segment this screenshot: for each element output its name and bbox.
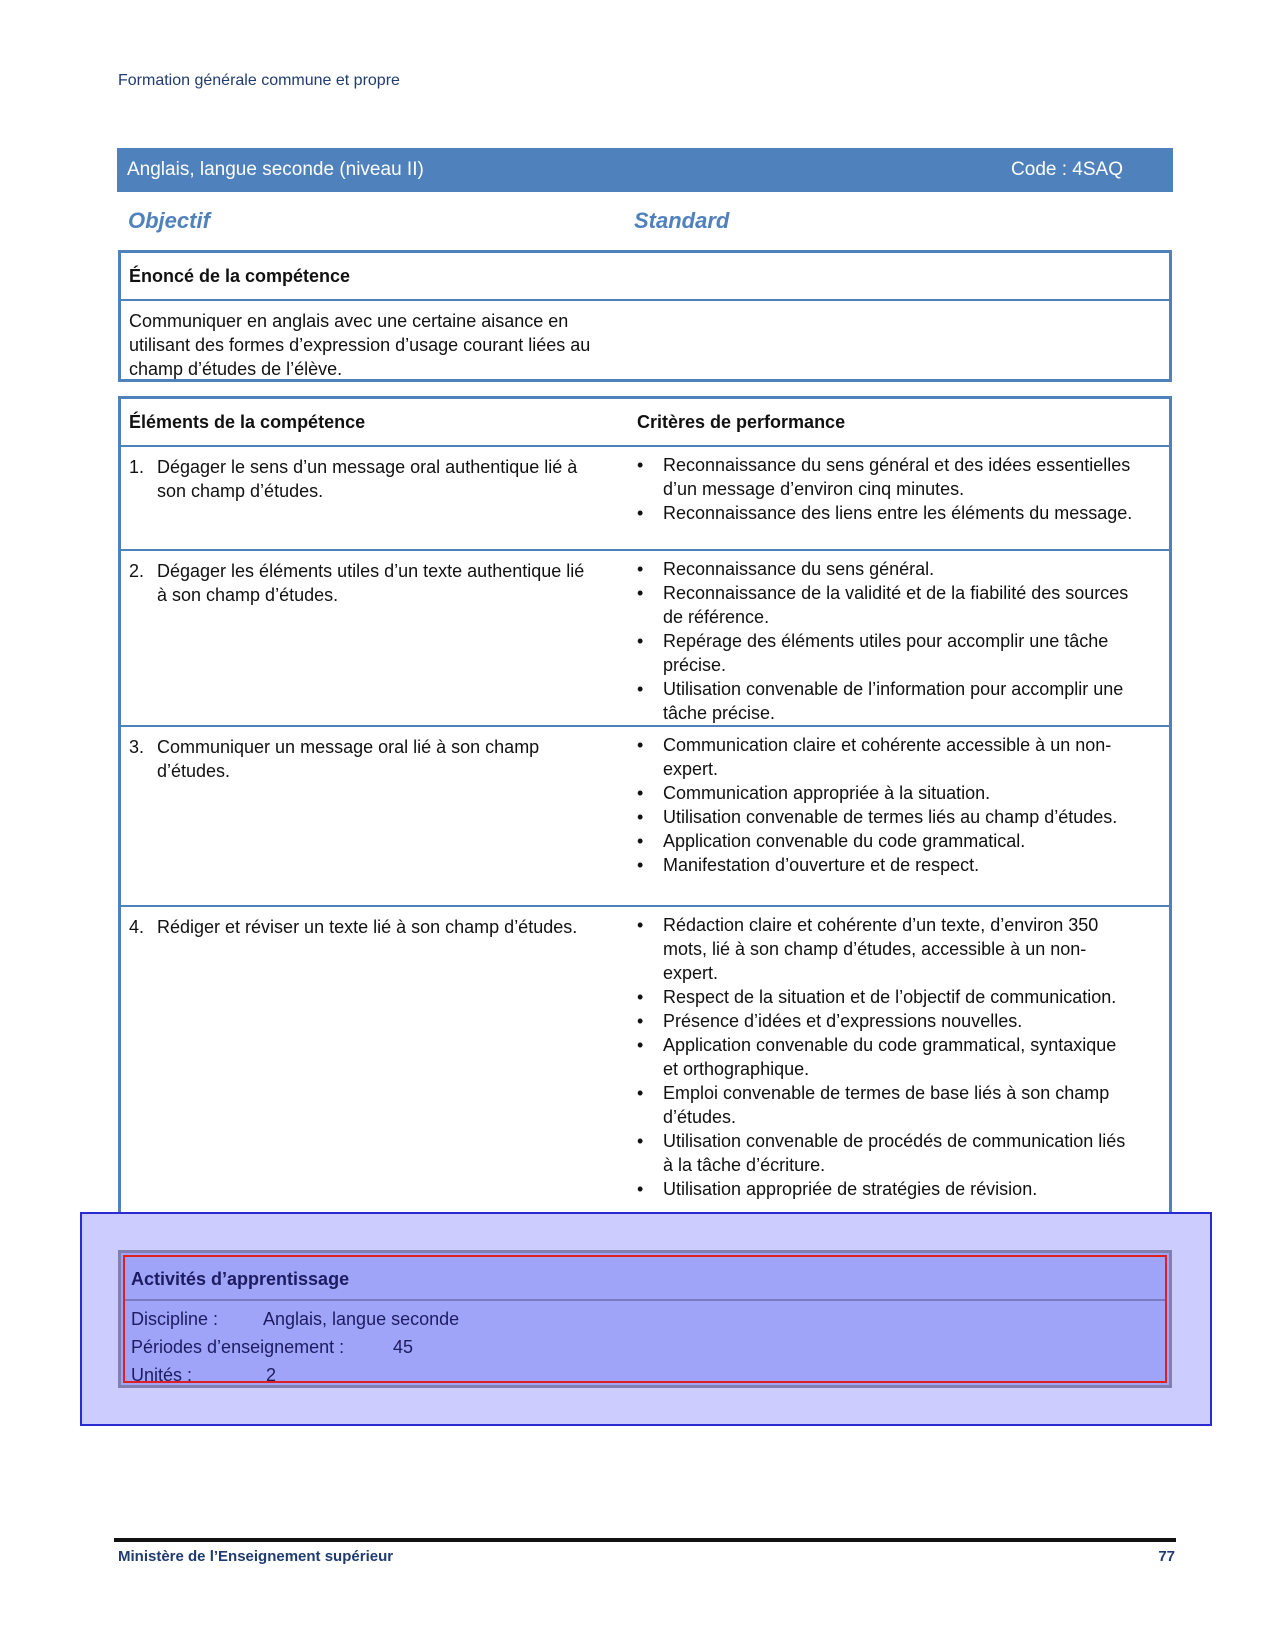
criterion: • Utilisation convenable de termes liés au champ d’études.: [635, 805, 1135, 829]
criterion: • Utilisation convenable de procédés de communication liés à la tâche d’écriture.: [635, 1129, 1135, 1177]
elements-header: [121, 399, 1169, 447]
periodes-label: Périodes d’enseignement :: [131, 1337, 345, 1357]
elements-table: [118, 396, 1172, 1226]
element-number: 4.: [129, 917, 145, 937]
criterion: • Application convenable du code grammatical.: [635, 829, 1135, 853]
element-text: Dégager les éléments utiles d’un texte authentique lié à son champ d’études.: [157, 561, 585, 605]
criterion: • Utilisation appropriée de stratégies de révision.: [635, 1177, 1135, 1201]
running-header: Formation générale commune et propre: [118, 72, 400, 89]
footer-rule: [114, 1538, 1176, 1542]
activites-heading: Activités d’apprentissage: [131, 1269, 350, 1289]
enonce-header: [121, 253, 1169, 301]
activites-box: [118, 1250, 1172, 1388]
criterion: • Utilisation convenable de l’information pour accomplir une tâche précise.: [635, 677, 1135, 725]
criterion: • Respect de la situation et de l’objectif de communication.: [635, 985, 1135, 1009]
element-1: [129, 455, 599, 503]
periodes-value: 45: [393, 1337, 414, 1357]
discipline-label: Discipline :: [131, 1309, 219, 1329]
criteria-list: [635, 913, 1135, 1201]
criteria-list: [635, 453, 1135, 525]
element-2: [129, 559, 599, 607]
criterion: • Communication claire et cohérente accessible à un non-expert.: [635, 733, 1135, 781]
table-row: [121, 551, 1169, 727]
enonce-box: [118, 250, 1172, 382]
unites-line: [131, 1365, 277, 1386]
unites-label: Unités :: [131, 1365, 193, 1385]
element-text: Rédiger et réviser un texte lié à son champ d’études.: [157, 917, 578, 937]
unites-value: 2: [266, 1365, 277, 1385]
element-4: [129, 915, 599, 939]
criterion: • Reconnaissance du sens général.: [635, 557, 1135, 581]
activites-divider: [125, 1299, 1165, 1301]
criterion: • Reconnaissance de la validité et de la fiabilité des sources de référence.: [635, 581, 1135, 629]
discipline-value: Anglais, langue seconde: [263, 1309, 460, 1329]
course-title: Anglais, langue seconde (niveau II): [127, 159, 424, 180]
course-title-bar: [117, 148, 1173, 192]
enonce-heading: Énoncé de la compétence: [129, 266, 351, 286]
course-code: Code : 4SAQ: [1011, 159, 1123, 180]
criterion: • Rédaction claire et cohérente d’un texte, d’environ 350 mots, lié à son champ d’études, accessible à un non-expert.: [635, 913, 1135, 985]
criterion: • Reconnaissance des liens entre les éléments du message.: [635, 501, 1135, 525]
elements-heading: Éléments de la compétence: [129, 412, 366, 432]
criteria-heading: Critères de performance: [637, 412, 846, 432]
enonce-text: Communiquer en anglais avec une certaine aisance en utilisant des formes d’expression d’usage courant liées au champ d’études de l’élève.: [129, 311, 591, 379]
criterion: • Présence d’idées et d’expressions nouvelles.: [635, 1009, 1135, 1033]
criteria-list: [635, 557, 1135, 725]
element-text: Dégager le sens d’un message oral authentique lié à son champ d’études.: [157, 457, 578, 501]
activites-inner: [123, 1255, 1167, 1383]
standard-heading: Standard: [634, 208, 730, 233]
element-number: 3.: [129, 737, 145, 757]
element-number: 1.: [129, 457, 145, 477]
criterion: • Repérage des éléments utiles pour accomplir une tâche précise.: [635, 629, 1135, 677]
element-3: [129, 735, 599, 783]
element-number: 2.: [129, 561, 145, 581]
table-row: [121, 907, 1169, 1225]
discipline-line: [131, 1309, 460, 1330]
objectif-heading: Objectif: [128, 208, 210, 233]
element-text: Communiquer un message oral lié à son champ d’études.: [157, 737, 540, 781]
table-row: [121, 447, 1169, 551]
footer-ministry: Ministère de l’Enseignement supérieur: [118, 1548, 394, 1565]
periodes-line: [131, 1337, 414, 1358]
page-number: 77: [1158, 1548, 1175, 1565]
criteria-list: [635, 733, 1135, 877]
criterion: • Reconnaissance du sens général et des idées essentielles d’un message d’environ cinq minutes.: [635, 453, 1135, 501]
criterion: • Communication appropriée à la situation.: [635, 781, 1135, 805]
criterion: • Application convenable du code grammatical, syntaxique et orthographique.: [635, 1033, 1135, 1081]
table-row: [121, 727, 1169, 907]
criterion: • Emploi convenable de termes de base liés à son champ d’études.: [635, 1081, 1135, 1129]
criterion: • Manifestation d’ouverture et de respect.: [635, 853, 1135, 877]
